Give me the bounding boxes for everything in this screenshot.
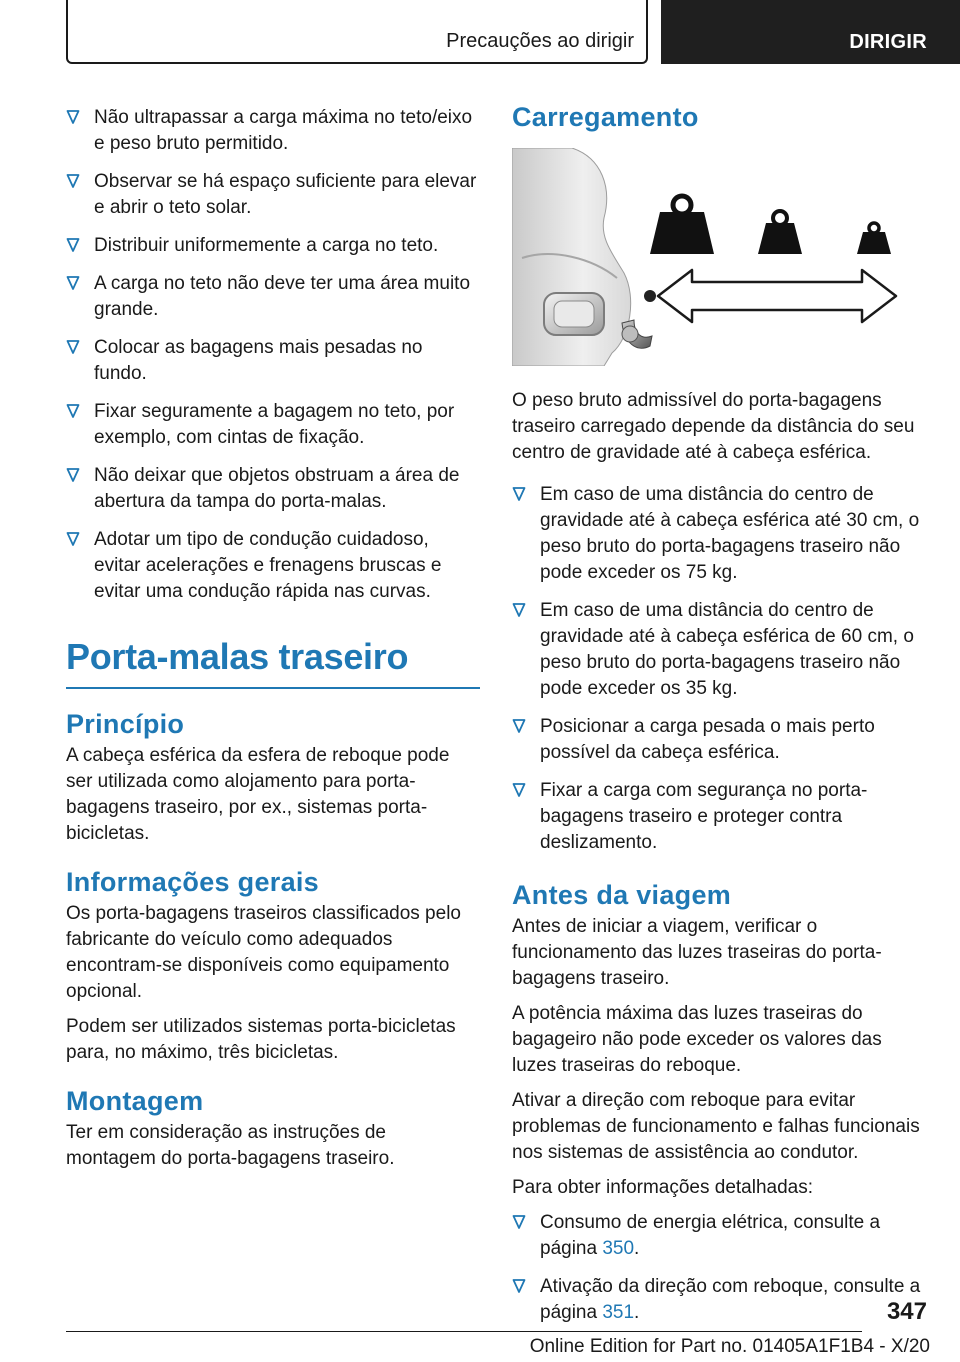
section-heading-porta-malas: Porta-malas traseiro bbox=[66, 635, 480, 689]
list-item-text: Não ultrapassar a carga máxima no teto/eixo e peso bruto permitido. bbox=[94, 107, 473, 154]
triangle-bullet-icon bbox=[66, 173, 80, 189]
heading-principio: Princípio bbox=[66, 709, 185, 739]
chapter-title: DIRIGIR bbox=[849, 31, 927, 53]
right-column bbox=[512, 100, 930, 1338]
weight-medium-shape bbox=[758, 211, 802, 254]
distance-arrow-shape bbox=[658, 270, 896, 322]
triangle-bullet-icon bbox=[512, 782, 526, 798]
list-item-text: Posicionar a carga pesada o mais perto possível da cabeça esférica. bbox=[540, 716, 875, 763]
carregamento-list bbox=[512, 482, 930, 856]
list-item-text: Em caso de uma distância do centro de gravidade até à cabeça esférica de 60 cm, o peso bruto do porta-bagagens traseiro não pode exceder os 35 kg. bbox=[540, 600, 914, 699]
triangle-bullet-icon bbox=[66, 237, 80, 253]
info-text-2: Podem ser utilizados sistemas porta-bicicletas para, no máximo, três bicicletas. bbox=[66, 1016, 456, 1063]
list-item-text: Distribuir uniformemente a carga no teto. bbox=[94, 235, 439, 256]
triangle-bullet-icon bbox=[66, 467, 80, 483]
list-item bbox=[66, 271, 480, 323]
triangle-bullet-icon bbox=[512, 718, 526, 734]
list-item bbox=[512, 778, 930, 856]
list-item bbox=[66, 399, 480, 451]
heading-carregamento: Carregamento bbox=[512, 102, 699, 132]
principio-text: A cabeça esférica da esfera de reboque pode ser utilizada como alojamento para porta-bagagens traseiro, por ex., sistemas porta-bicicletas. bbox=[66, 745, 450, 844]
triangle-bullet-icon bbox=[66, 339, 80, 355]
reference-text: Consumo de energia elétrica, consulte a página bbox=[540, 1212, 881, 1259]
triangle-bullet-icon bbox=[512, 1278, 526, 1294]
info-text-1: Os porta-bagagens traseiros classificados pelo fabricante do veículo como adequados encontram-se disponíveis como equipamento opcional. bbox=[66, 903, 461, 1002]
antes-text-4: Para obter informações detalhadas: bbox=[512, 1177, 814, 1198]
reference-end: . bbox=[634, 1302, 640, 1323]
triangle-bullet-icon bbox=[66, 403, 80, 419]
list-item bbox=[512, 714, 930, 766]
reference-end: . bbox=[634, 1238, 640, 1259]
montagem-text: Ter em consideração as instruções de montagem do porta-bagagens traseiro. bbox=[66, 1122, 395, 1169]
list-item bbox=[66, 233, 480, 259]
list-item-text: Não deixar que objetos obstruam a área de abertura da tampa do porta-malas. bbox=[94, 465, 460, 512]
triangle-bullet-icon bbox=[66, 109, 80, 125]
weight-small-shape bbox=[857, 223, 891, 254]
list-item-text: Adotar um tipo de condução cuidadoso, evitar acelerações e frenagens bruscas e evitar uma condução rápida nas curvas. bbox=[94, 529, 442, 602]
page-link-350[interactable]: 350 bbox=[602, 1238, 635, 1259]
left-column bbox=[66, 105, 480, 1181]
list-item bbox=[66, 527, 480, 605]
antes-text-1: Antes de iniciar a viagem, verificar o funcionamento das luzes traseiras do porta-bagagens traseiro. bbox=[512, 916, 882, 989]
reference-list bbox=[512, 1210, 930, 1326]
heading-montagem: Montagem bbox=[66, 1086, 204, 1116]
list-item-text: Fixar seguramente a bagagem no teto, por exemplo, com cintas de fixação. bbox=[94, 401, 455, 448]
section-title: Precauções ao dirigir bbox=[446, 30, 634, 52]
footer-divider bbox=[66, 1331, 862, 1332]
header-section-tab bbox=[66, 0, 648, 64]
list-item-text: Fixar a carga com segurança no porta-bagagens traseiro e proteger contra deslizamento. bbox=[540, 780, 868, 853]
list-item bbox=[66, 169, 480, 221]
list-item-text: Colocar as bagagens mais pesadas no fundo. bbox=[94, 337, 423, 384]
reference-text: Ativação da direção com reboque, consulte a página bbox=[540, 1276, 921, 1323]
list-item-text: Em caso de uma distância do centro de gravidade até à cabeça esférica até 30 cm, o peso bruto do porta-bagagens traseiro não pode exceder os 75 kg. bbox=[540, 484, 920, 583]
precautions-list bbox=[66, 105, 480, 605]
heading-antes-da-viagem: Antes da viagem bbox=[512, 880, 732, 910]
triangle-bullet-icon bbox=[66, 275, 80, 291]
page-number: 347 bbox=[886, 1298, 927, 1325]
list-item bbox=[512, 482, 930, 586]
list-item-text: A carga no teto não deve ter uma área muito grande. bbox=[94, 273, 471, 320]
list-item bbox=[66, 335, 480, 387]
triangle-bullet-icon bbox=[66, 531, 80, 547]
page-link-351[interactable]: 351 bbox=[602, 1302, 635, 1323]
list-item bbox=[66, 105, 480, 157]
list-item-text: Observar se há espaço suficiente para elevar e abrir o teto solar. bbox=[94, 171, 477, 218]
antes-text-2: A potência máxima das luzes traseiras do bagageiro não pode exceder os valores das luzes traseiras do reboque. bbox=[512, 1003, 882, 1076]
edition-text: Online Edition for Part no. 01405A1F1B4 - X/20 bbox=[529, 1336, 930, 1357]
heading-informacoes-gerais: Informações gerais bbox=[66, 867, 320, 897]
carregamento-text: O peso bruto admissível do porta-bagagens traseiro carregado depende da distância do seu centro de gravidade até à cabeça esférica. bbox=[512, 390, 915, 463]
triangle-bullet-icon bbox=[512, 602, 526, 618]
triangle-bullet-icon bbox=[512, 486, 526, 502]
reference-item bbox=[512, 1210, 930, 1262]
tow-ball-weights-diagram bbox=[512, 148, 922, 366]
tow-ball-point bbox=[644, 290, 656, 302]
list-item bbox=[512, 598, 930, 702]
list-item bbox=[66, 463, 480, 515]
load-distance-illustration bbox=[512, 148, 922, 366]
reference-item bbox=[512, 1274, 930, 1326]
triangle-bullet-icon bbox=[512, 1214, 526, 1230]
antes-text-3: Ativar a direção com reboque para evitar problemas de funcionamento e falhas funcionais nos sistemas de assistência ao condutor. bbox=[512, 1090, 920, 1163]
header-chapter-tab bbox=[661, 0, 960, 64]
weight-large-shape bbox=[650, 196, 714, 254]
